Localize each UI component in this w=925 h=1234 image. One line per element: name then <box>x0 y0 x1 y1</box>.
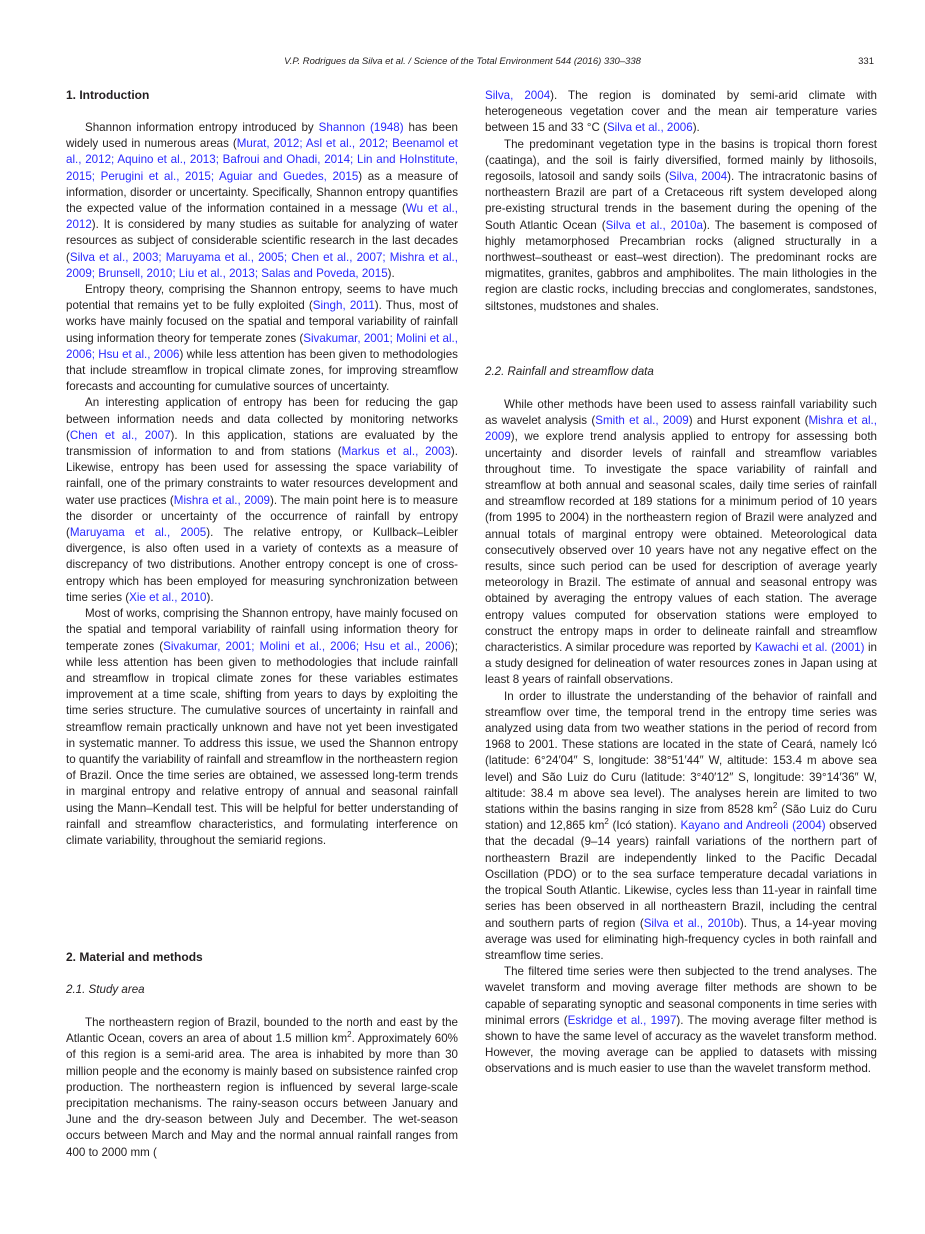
superscript: 2 <box>772 801 778 811</box>
text: The predominant vegetation type in the basins is tropical thorn forest (caatinga), and the soil is fairly diversified, formed mainly by lithosoils, regosoils, latosoil and sandy soils ( <box>485 137 877 184</box>
text: Shannon information entropy introduced by <box>85 121 319 134</box>
citation-link[interactable]: Markus et al., 2003 <box>341 445 451 459</box>
intro-body <box>66 120 458 849</box>
text: Most of works, comprising the Shannon entropy, have mainly focused on the spatial and temporal variability of rainfall using information theory for temperate zones ( <box>66 607 458 653</box>
text: The filtered time series were then subjected to the trend analyses. The wavelet transform and moving average filter methods are shown to be capable of separating synoptic and seasonal components in time series with minimal errors ( <box>485 965 877 1027</box>
paragraph <box>485 88 877 137</box>
text: An interesting application of entropy has been for reducing the gap between information needs and data collected by monitoring networks ( <box>66 396 458 442</box>
paragraph <box>485 964 877 1077</box>
text: The northeastern region of Brazil, bounded to the north and east by the Atlantic Ocean, covers an area of about 1.5 million km <box>66 1016 458 1046</box>
superscript: 2 <box>347 1030 352 1040</box>
paragraph <box>485 689 877 964</box>
text: While other methods have been used to assess rainfall variability such as wavelet analysis ( <box>485 398 877 428</box>
text: ). The region is dominated by semi-arid climate with heterogeneous vegetation cover and the mean air temperature varies between 15 and 33 °C ( <box>485 89 877 135</box>
citation-link[interactable]: Silva, 2004 <box>668 170 728 184</box>
text: In order to illustrate the understanding of the behavior of rainfall and streamflow over time, the temporal trend in the entropy time series was analyzed using data from two weather stations in the period of record from 1968 to 2001. These stations are located in the state of Ceará, namely Icó (latitude: 6°24′04″ S, longitude: 38°51′44″ W, altitude: 153.4 m above sea level) and São Luiz do Curu (latitude: 3°40′12″ S, longitude: 39°14′36″ W, altitude: 38.4 m above sea level). The analyses herein are limited to two stations within the basins ranging in size from 8528 km <box>485 689 877 817</box>
citation-link[interactable]: Silva et al., 2010b <box>643 916 740 930</box>
paragraph <box>485 137 877 315</box>
citation-link[interactable]: Eskridge et al., 1997 <box>567 1013 677 1027</box>
text: ). Likewise, entropy has been used for assessing the space variability of rainfall, one of the primary constraints to water resources development and water use practices ( <box>66 445 458 507</box>
rainfall-body <box>485 397 877 1078</box>
citation-link[interactable]: Kawachi et al. (2001) <box>754 641 865 655</box>
text: ). In this application, stations are evaluated by the transmission of information to and from stations ( <box>66 428 458 459</box>
text: (Icó station). <box>608 819 681 833</box>
paragraph <box>485 397 877 689</box>
study-area-heading: 2.1. Study area <box>66 983 145 996</box>
paragraph <box>66 282 458 395</box>
paragraph <box>66 1015 458 1161</box>
text: . Approximately 60% of this region is a semi-arid area. The area is inhabited by more than 30 million people and the economy is mainly based on subsistence rainfed crop production. The northeastern region is influenced by several large-scale precipitation mechanisms. The rainy-season occurs between January and June and the dry-season between July and December. The wet-season occurs between March and May and the normal annual rainfall ranges from 400 to 2000 mm ( <box>66 1032 458 1159</box>
superscript: 2 <box>604 817 609 827</box>
text: ). The main point here is to measure the disorder or uncertainty of the occurrence of rainfall by entropy ( <box>66 493 458 540</box>
text: ) and Hurst exponent ( <box>688 414 809 428</box>
citation-link[interactable]: Wu et al., 2012 <box>66 202 458 232</box>
text: ) as a measure of information, disorder or uncertainty. Specifically, Shannon entropy quantifies the expected value of the information contained in a message ( <box>66 169 458 216</box>
citation-link[interactable]: Silva et al., 2010a <box>605 218 703 232</box>
citation-link[interactable]: Silva et al., 2003; Maruyama et al., 2005; Chen et al., 2007; Mishra et al., 2009; Brunsell, 2010; Liu et al., 2013; Salas and Poveda, 2015 <box>66 250 458 280</box>
text: in a study designed for delineation of water resources zones in Japan using at least 8 years of rainfall observations. <box>485 641 877 687</box>
citation-link[interactable]: Maruyama et al., 2005 <box>69 526 207 540</box>
text: ). <box>387 266 395 280</box>
study-area-body-left <box>66 1015 458 1161</box>
text: ). The relative entropy, or Kullback–Leibler divergence, is also often used in a variety of contexts as a measure of discrepancy of two distributions. Another entropy concept is one of cross-entropy which has been employed for measuring synchronization between time series ( <box>66 526 459 604</box>
page-number: 331 <box>858 56 874 67</box>
citation-link[interactable]: Mishra et al., 2009 <box>173 493 271 507</box>
text: ). Thus, most of works have mainly focused on the spatial and temporal variability of rainfall using information theory for temperate zones ( <box>66 299 459 345</box>
text: ). The moving average filter method is shown to have the same level of accuracy as the wavelet transform method. However, the moving average can be applied to datasets with missing observations and is much easier to use than the wavelet transform method. <box>485 1013 877 1076</box>
citation-link[interactable]: Chen et al., 2007 <box>69 428 171 442</box>
methods-heading: 2. Material and methods <box>66 950 203 964</box>
text: ). The basement is composed of highly metamorphosed Precambrian rocks (aligned structurally in a northwest–southeast or east–west direction). The predominant rocks are migmatites, granites, gabbros and amphibolites. The main lithologies in the region are clastic rocks, including breccias and conglomerates, sandstones, siltstones, mudstones and shales. <box>485 218 877 313</box>
paragraph <box>66 120 458 282</box>
citation-link[interactable]: Sivakumar, 2001; Molini et al., 2006; Hsu et al., 2006 <box>163 639 451 653</box>
paragraph <box>66 606 458 849</box>
text: ); while less attention has been given to methodologies that include rainfall and streamflow in tropical climate zones for these variables estimates improvement at a time scale, shifting from years to days by exploiting the time series structure. The cumulative sources of uncertainty in rainfall and streamflow remain practically unknown and have not yet been investigated in systematic manner. To address this issue, we used the Shannon entropy to quantify the variability of rainfall and streamflow in the northeastern region of Brazil. Once the time series are obtained, we assessed long-term trends in marginal entropy and relative entropy of annual and seasonal rainfall using the Mann–Kendall test. This will be helpful for better understanding of rainfall and streamflow characteristics, and formulating interference on climate variability, throughout the semiarid regions. <box>66 639 458 847</box>
citation-link[interactable]: Sivakumar, 2001; Molini et al., 2006; Hsu et al., 2006 <box>66 331 458 361</box>
text: ). <box>206 590 214 604</box>
citation-link[interactable]: Mishra et al., 2009 <box>485 414 877 444</box>
text: Entropy theory, comprising the Shannon entropy, seems to have much potential that remains yet to be fully exploited ( <box>66 283 458 313</box>
text: ). <box>692 121 700 135</box>
citation-link[interactable]: Shannon (1948) <box>318 121 404 134</box>
citation-link[interactable]: Xie et al., 2010 <box>129 590 207 604</box>
citation-link[interactable]: Smith et al., 2009 <box>595 414 689 428</box>
citation-link[interactable]: Singh, 2011 <box>312 299 375 313</box>
text: observed that the decadal (9–14 years) rainfall variations of the northern part of northeastern Brazil are independently linked to the Pacific Decadal Oscillation (PDO) or to the sea surface temperature decadal variations in the tropical South Atlantic. Likewise, cycles less than 11-year in rainfall time series has been observed in all northeastern Brazil, including the central and southern parts of region ( <box>485 819 877 930</box>
paragraph <box>66 395 458 606</box>
text: has been widely used in numerous areas ( <box>66 121 458 151</box>
citation-link[interactable]: Silva et al., 2006 <box>606 121 693 135</box>
text: ). The intracratonic basins of northeastern Brazil are part of a Cretaceous rift system developed along pre-existing structural trends in the basement during the opening of the South Atlantic Ocean ( <box>485 170 877 232</box>
text: ) while less attention has been given to methodologies that include streamflow in tropical climate zones, for improving streamflow forecasts and accounting for cumulative sources of uncertainty. <box>66 347 458 394</box>
citation-link[interactable]: Murat, 2012; Asl et al., 2012; Beenamol et al., 2012; Aquino et al., 2013; Bafroui and Ohadi, 2014; Lin and HoInstitute, 2015; Perugini et al., 2015; Aguiar and Guedes, 2015 <box>66 137 458 183</box>
text: (São Luiz do Curu station) and 12,865 km <box>485 803 877 833</box>
study-area-body-right <box>485 88 877 315</box>
running-title: V.P. Rodrigues da Silva et al. / Science of the Total Environment 544 (2016) 330–338 <box>284 56 641 67</box>
rainfall-heading: 2.2. Rainfall and streamflow data <box>485 365 654 378</box>
text: ). It is considered by many studies as suitable for analyzing of water resources as subject of considerable scientific research in the last decades ( <box>66 218 458 264</box>
intro-heading: 1. Introduction <box>66 88 150 102</box>
text: ), we explore trend analysis applied to entropy for assessing both uncertainty and disorder levels of rainfall and streamflow variables throughout time. To investigate the space variability of rainfall and streamflow at both annual and seasonal scales, daily time series of rainfall and streamflow recorded at 189 stations for a minimum period of 10 years (from 1995 to 2004) in the northeastern region of Brazil were analyzed and annual totals of marginal entropy were obtained. Meteorological data consecutively observed over 10 years have not any negative effect on the results, since such period can be used for description of average yearly meteorology in Brazil. The estimate of annual and seasonal entropy was obtained by averaging the entropy values of each station. The average entropy values computed for observation stations were employed to construct the entropy maps in order to delineate rainfall and streamflow characteristics. A similar procedure was reported by <box>485 430 877 655</box>
citation-link[interactable]: Silva, 2004 <box>485 89 551 102</box>
citation-link[interactable]: Kayano and Andreoli (2004) <box>680 819 826 833</box>
text: ). Thus, a 14-year moving average was used for eliminating high-frequency cycles in both rainfall and streamflow time series. <box>485 916 877 962</box>
